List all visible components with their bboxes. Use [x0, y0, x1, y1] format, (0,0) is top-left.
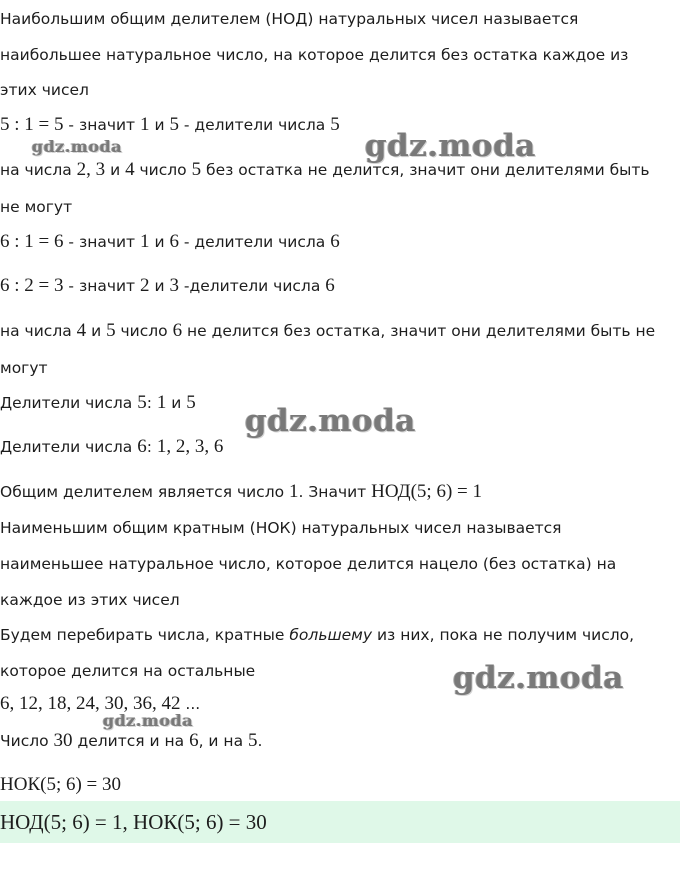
divisors-of-6-equation-2: 6 : 2 = 3 - значит 2 и 3 -делители числа 6 — [0, 275, 335, 296]
watermark-logo: gdz.moda — [365, 128, 536, 164]
non-divisors-of-5-line-1: на числа 2, 3 и 4 число 5 без остатка не делится, значит они делителями быть — [0, 159, 650, 180]
lcm-check: Число 30 делится и на 6, и на 5. — [0, 730, 263, 751]
multiples-sequence: 6, 12, 18, 24, 30, 36, 42 ... — [0, 693, 201, 714]
non-divisors-of-5-line-2: не могут — [0, 198, 73, 216]
watermark-logo: gdz.moda — [103, 711, 194, 730]
definition-gcd-line-2: наибольшее натуральное число, на которое делится без остатка каждое из — [0, 46, 629, 64]
definition-lcm-line-1: Наименьшим общим кратным (НОК) натуральных чисел называется — [0, 519, 562, 537]
method-line-1: Будем перебирать числа, кратные большему из них, пока не получим число, — [0, 626, 635, 644]
watermark-logo: gdz.moda — [32, 137, 123, 156]
definition-lcm-line-3: каждое из этих чисел — [0, 591, 180, 609]
method-line-2: которое делится на остальные — [0, 662, 256, 680]
divisors-of-5-list: Делители числа 5: 1 и 5 — [0, 392, 196, 413]
gcd-conclusion: Общим делителем является число 1. Значит НОД(5; 6) = 1 — [0, 481, 482, 502]
divisors-of-6-list: Делители числа 6: 1, 2, 3, 6 — [0, 436, 224, 457]
divisors-of-6-equation-1: 6 : 1 = 6 - значит 1 и 6 - делители числа 6 — [0, 231, 340, 252]
math-expression: 5 : 1 = 5 — [0, 114, 64, 135]
non-divisors-of-6-line-1: на числа 4 и 5 число 6 не делится без остатка, значит они делителями быть не — [0, 320, 656, 341]
divisors-of-5-equation: 5 : 1 = 5 - значит 1 и 5 - делители числа 5 — [0, 114, 340, 135]
gcd-result: НОД(5; 6) = 1 — [371, 481, 482, 502]
emphasis-text: большему — [289, 626, 373, 644]
final-answer: НОД(5; 6) = 1, НОК(5; 6) = 30 — [0, 810, 267, 834]
watermark-logo: gdz.moda — [453, 660, 624, 696]
definition-lcm-line-2: наименьшее натуральное число, которое делится нацело (без остатка) на — [0, 555, 617, 573]
definition-gcd-line-3: этих чисел — [0, 81, 89, 99]
non-divisors-of-6-line-2: могут — [0, 359, 48, 377]
lcm-result: НОК(5; 6) = 30 — [0, 774, 122, 795]
watermark-logo: gdz.moda — [245, 403, 416, 439]
definition-gcd-line-1: Наибольшим общим делителем (НОД) натуральных чисел называется — [0, 10, 579, 28]
